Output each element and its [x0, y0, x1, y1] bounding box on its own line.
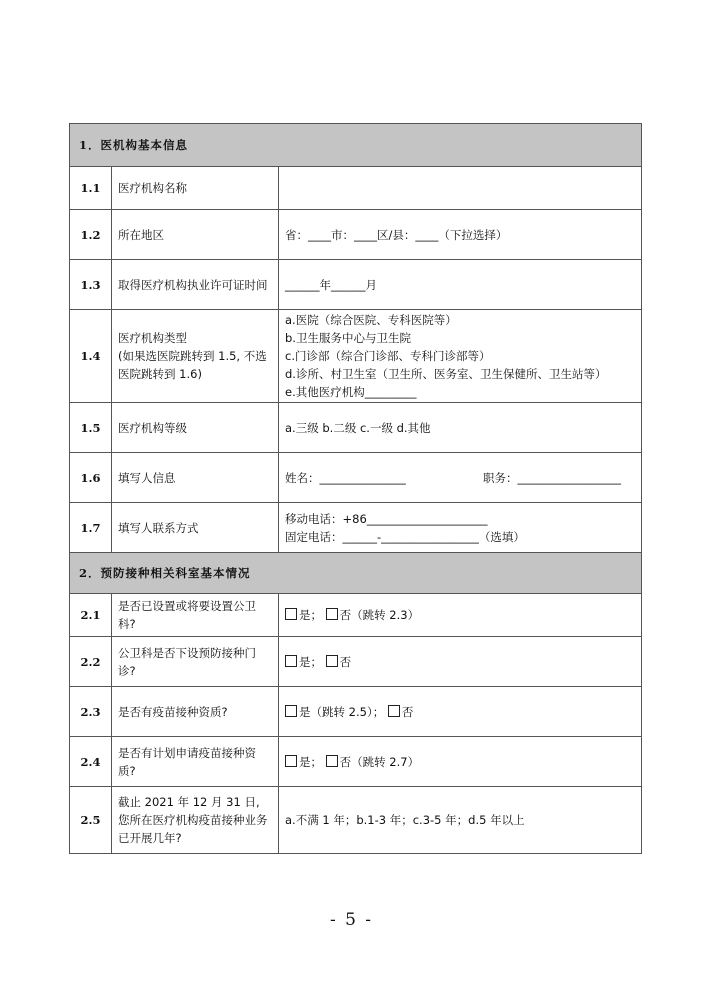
checkbox-icon[interactable] — [388, 705, 400, 717]
question-text: 填写人信息 — [112, 453, 279, 503]
row-number: 1.7 — [70, 503, 112, 553]
option-no-label: 否（跳转 2.3） — [339, 608, 420, 622]
checkbox-icon[interactable] — [326, 655, 338, 667]
question-text: 截止 2021 年 12 月 31 日, 您所在医疗机构疫苗接种业务已开展几年? — [112, 787, 279, 854]
option-yes-label: 是（跳转 2.5）； — [299, 704, 385, 719]
row-number: 1.6 — [70, 453, 112, 503]
option-e[interactable]: e.其他医疗机构_________ — [285, 385, 417, 399]
option-no-label: 否（跳转 2.7） — [339, 754, 420, 769]
section-1-title: 1．医机构基本信息 — [70, 124, 642, 167]
checkbox-icon[interactable] — [285, 655, 297, 667]
question-text: 是否已设置或将要设置公卫科? — [112, 594, 279, 637]
question-main: 医疗机构类型 — [118, 331, 187, 345]
name-field[interactable]: 姓名：_______________ — [285, 470, 406, 485]
contact-field — [279, 503, 642, 553]
table-row — [70, 210, 642, 260]
question-text: 医疗机构名称 — [112, 167, 279, 210]
table-row — [70, 737, 642, 787]
answer-options — [279, 737, 642, 787]
institution-name-field[interactable] — [279, 167, 642, 210]
checkbox-icon[interactable] — [285, 755, 297, 767]
option-yes-label: 是； — [299, 654, 322, 669]
checkbox-icon[interactable] — [285, 608, 297, 620]
table-row — [70, 687, 642, 737]
question-text: 取得医疗机构执业许可证时间 — [112, 260, 279, 310]
institution-level-options[interactable]: a.三级 b.二级 c.一级 d.其他 — [279, 403, 642, 453]
question-text: 公卫科是否下设预防接种门诊? — [112, 637, 279, 687]
option-yes-label: 是； — [299, 754, 322, 769]
question-text: 医疗机构等级 — [112, 403, 279, 453]
table-row — [70, 594, 642, 637]
answer-options — [279, 687, 642, 737]
row-number: 1.3 — [70, 260, 112, 310]
mobile-field[interactable]: 移动电话：+86_____________________ — [285, 511, 488, 526]
row-number: 2.3 — [70, 687, 112, 737]
row-number: 2.1 — [70, 594, 112, 637]
question-note: (如果选医院跳转到 1.5, 不选医院跳转到 1.6) — [118, 349, 267, 381]
section-1-header — [70, 124, 642, 167]
row-number: 2.4 — [70, 737, 112, 787]
question-text — [112, 310, 279, 403]
license-date-field[interactable]: ______年______月 — [279, 260, 642, 310]
option-a[interactable]: a.医院（综合医院、专科医院等） — [285, 313, 457, 327]
years-options[interactable]: a.不满 1 年；b.1-3 年；c.3-5 年；d.5 年以上 — [279, 787, 642, 854]
region-field[interactable]: 省：____市：____区/县：____（下拉选择） — [279, 210, 642, 260]
option-d[interactable]: d.诊所、村卫生室（卫生所、医务室、卫生保健所、卫生站等） — [285, 367, 607, 381]
question-text: 是否有计划申请疫苗接种资质? — [112, 737, 279, 787]
option-c[interactable]: c.门诊部（综合门诊部、专科门诊部等） — [285, 349, 491, 363]
position-field[interactable]: 职务：__________________ — [483, 470, 621, 485]
option-no-label: 否 — [339, 654, 352, 669]
row-number: 2.2 — [70, 637, 112, 687]
table-row — [70, 503, 642, 553]
answer-options — [279, 637, 642, 687]
page-number: - 5 - — [329, 910, 374, 930]
survey-form-table — [69, 123, 642, 854]
option-b[interactable]: b.卫生服务中心与卫生院 — [285, 331, 411, 345]
landline-field[interactable]: 固定电话：______-_________________（选填） — [285, 529, 525, 544]
table-row — [70, 310, 642, 403]
checkbox-icon[interactable] — [326, 755, 338, 767]
question-text: 所在地区 — [112, 210, 279, 260]
row-number: 1.5 — [70, 403, 112, 453]
question-text: 是否有疫苗接种资质? — [112, 687, 279, 737]
answer-options — [279, 594, 642, 637]
option-no-label: 否 — [401, 704, 414, 719]
institution-type-options[interactable] — [279, 310, 642, 403]
table-row — [70, 403, 642, 453]
section-2-title: 2．预防接种相关科室基本情况 — [70, 553, 642, 594]
row-number: 1.1 — [70, 167, 112, 210]
row-number: 1.2 — [70, 210, 112, 260]
row-number: 2.5 — [70, 787, 112, 854]
table-row — [70, 787, 642, 854]
checkbox-icon[interactable] — [326, 608, 338, 620]
option-yes-label: 是； — [299, 608, 322, 622]
question-text: 填写人联系方式 — [112, 503, 279, 553]
checkbox-icon[interactable] — [285, 705, 297, 717]
filler-info-field — [279, 453, 642, 503]
table-row — [70, 637, 642, 687]
section-2-header — [70, 553, 642, 594]
table-row — [70, 453, 642, 503]
table-row — [70, 260, 642, 310]
row-number: 1.4 — [70, 310, 112, 403]
table-row — [70, 167, 642, 210]
